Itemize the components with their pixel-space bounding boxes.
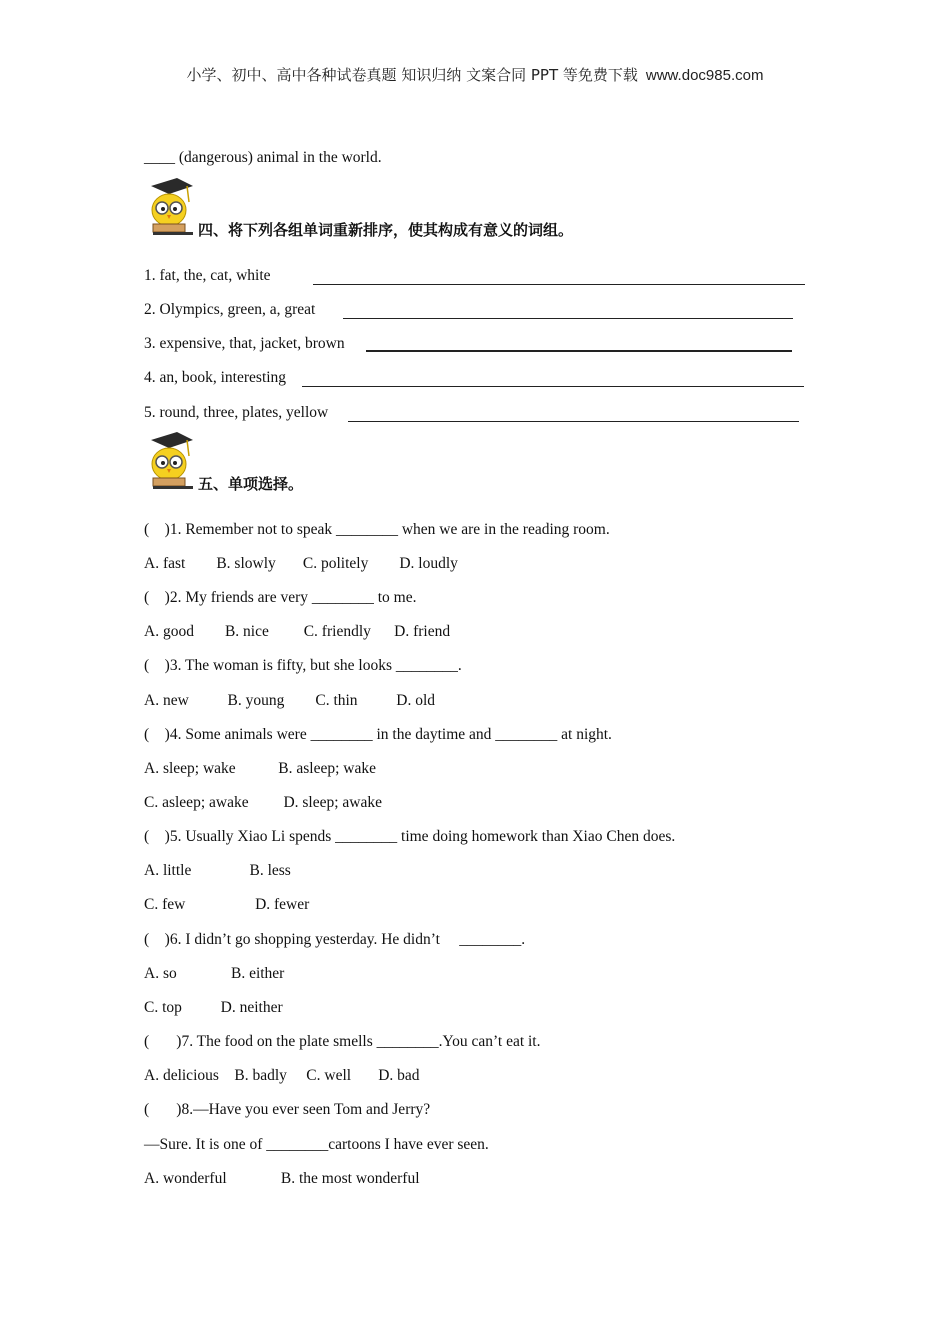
question-3: ( )3. The woman is fifty, but she looks ________. (144, 657, 462, 674)
owl-scholar-icon (143, 178, 197, 236)
carryover-line: ____ (dangerous) animal in the world. (144, 149, 382, 166)
options-4-cd: C. asleep; awake D. sleep; awake (144, 794, 383, 811)
question-4: ( )4. Some animals were ________ in the daytime and ________ at night. (144, 726, 612, 743)
reorder-item-3: 3. expensive, that, jacket, brown (144, 335, 345, 352)
answer-line-3[interactable] (366, 350, 792, 352)
question-1: ( )1. Remember not to speak ________ when we are in the reading room. (144, 521, 610, 538)
answer-line-1[interactable] (313, 284, 805, 285)
answer-line-2[interactable] (343, 318, 793, 319)
options-4-ab: A. sleep; wake B. asleep; wake (144, 760, 377, 777)
owl-scholar-icon (143, 432, 197, 490)
answer-line-5[interactable] (348, 421, 799, 422)
reorder-item-4: 4. an, book, interesting (144, 369, 287, 386)
reorder-item-1: 1. fat, the, cat, white (144, 267, 271, 284)
question-5: ( )5. Usually Xiao Li spends ________ time doing homework than Xiao Chen does. (144, 828, 676, 845)
question-8: ( )8.—Have you ever seen Tom and Jerry? (144, 1101, 431, 1118)
options-2: A. good B. nice C. friendly D. friend (144, 623, 451, 640)
section5-heading: 五、单项选择。 (198, 475, 304, 493)
options-1: A. fast B. slowly C. politely D. loudly (144, 555, 458, 572)
question-2: ( )2. My friends are very ________ to me. (144, 589, 417, 606)
options-5-ab: A. little B. less (144, 862, 291, 879)
options-5-cd: C. few D. fewer (144, 896, 310, 913)
options-8-ab: A. wonderful B. the most wonderful (144, 1170, 420, 1187)
header-url[interactable]: www.doc985.com (645, 67, 764, 84)
options-7: A. delicious B. badly C. well D. bad (144, 1067, 420, 1084)
header-title: 小学、初中、高中各种试卷真题 知识归纳 文案合同 PPT 等免费下载 (186, 66, 638, 84)
options-3: A. new B. young C. thin D. old (144, 692, 436, 709)
page-header (0, 64, 950, 85)
question-8-reply: —Sure. It is one of ________cartoons I have ever seen. (144, 1136, 489, 1153)
options-6-cd: C. top D. neither (144, 999, 283, 1016)
section4-heading: 四、将下列各组单词重新排序，使其构成有意义的词组。 (198, 221, 574, 239)
reorder-item-5: 5. round, three, plates, yellow (144, 404, 329, 421)
question-6: ( )6. I didn’t go shopping yesterday. He didn’t ________. (144, 931, 526, 948)
reorder-item-2: 2. Olympics, green, a, great (144, 301, 316, 318)
answer-line-4[interactable] (302, 386, 804, 387)
options-6-ab: A. so B. either (144, 965, 285, 982)
question-7: ( )7. The food on the plate smells ________.You can’t eat it. (144, 1033, 541, 1050)
